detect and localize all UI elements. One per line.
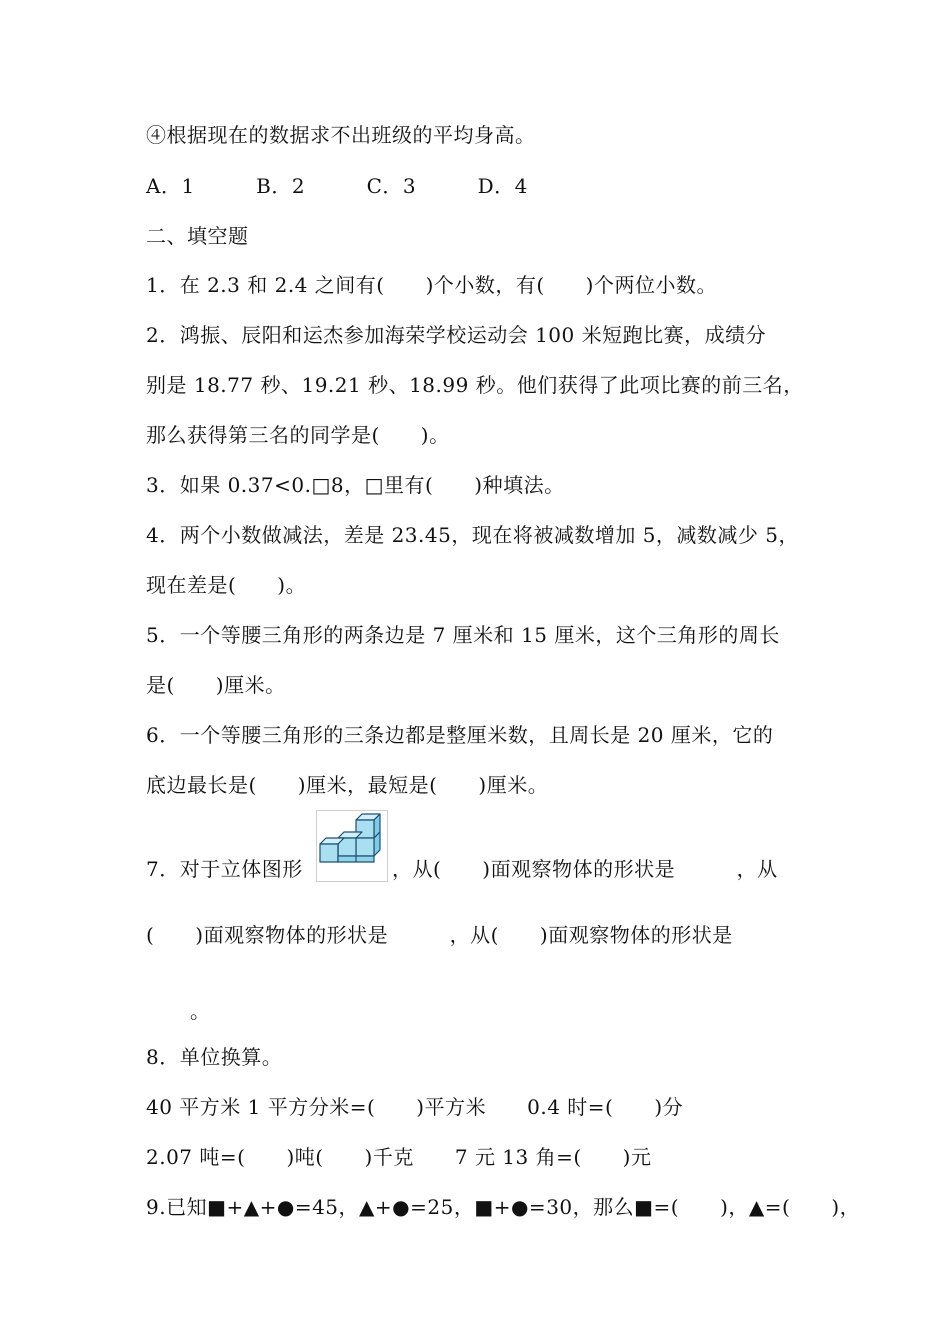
question-7-line-1-end: ，从( )面观察物体的形状是 ，从: [392, 857, 778, 881]
option-statement-4: ④根据现在的数据求不出班级的平均身高。: [146, 123, 536, 147]
question-8-title: 8．单位换算。: [146, 1045, 283, 1069]
question-6-line-1: 6．一个等腰三角形的三条边都是整厘米数，且周长是 20 厘米，它的: [146, 723, 774, 747]
question-4-line-2: 现在差是( )。: [146, 573, 307, 597]
question-8-row-2: 2.07 吨=( )吨( )千克 7 元 13 角=( )元: [146, 1145, 652, 1169]
question-2-line-3: 那么获得第三名的同学是( )。: [146, 423, 450, 447]
cube-figure: [316, 810, 388, 882]
question-1: 1．在 2.3 和 2.4 之间有( )个小数，有( )个两位小数。: [146, 273, 717, 297]
question-6-line-2: 底边最长是( )厘米，最短是( )厘米。: [146, 773, 549, 797]
question-3: 3．如果 0.37<0.□8，□里有( )种填法。: [146, 473, 565, 497]
question-7-line-2: ( )面观察物体的形状是 ，从( )面观察物体的形状是: [146, 923, 733, 947]
question-7-line-1-start: 7．对于立体图形: [146, 857, 303, 881]
question-2-line-2: 别是 18.77 秒、19.21 秒、18.99 秒。他们获得了此项比赛的前三名，: [146, 373, 804, 397]
question-2-line-1: 2．鸿振、辰阳和运杰参加海荣学校运动会 100 米短跑比赛，成绩分: [146, 323, 767, 347]
question-9: 9.已知■+▲+●=45，▲+●=25，■+●=30，那么■=( )，▲=( )，: [146, 1195, 861, 1219]
question-8-row-1: 40 平方米 1 平方分米=( )平方米 0.4 时=( )分: [146, 1095, 684, 1119]
answer-choices: A．1 B．2 C．3 D．4: [146, 174, 528, 198]
question-5-line-1: 5．一个等腰三角形的两条边是 7 厘米和 15 厘米，这个三角形的周长: [146, 623, 780, 647]
section-heading: 二、填空题: [146, 224, 249, 248]
question-5-line-2: 是( )厘米。: [146, 673, 286, 697]
question-4-line-1: 4．两个小数做减法，差是 23.45，现在将被减数增加 5，减数减少 5，: [146, 523, 800, 547]
question-7-line-3: 。: [190, 999, 211, 1023]
